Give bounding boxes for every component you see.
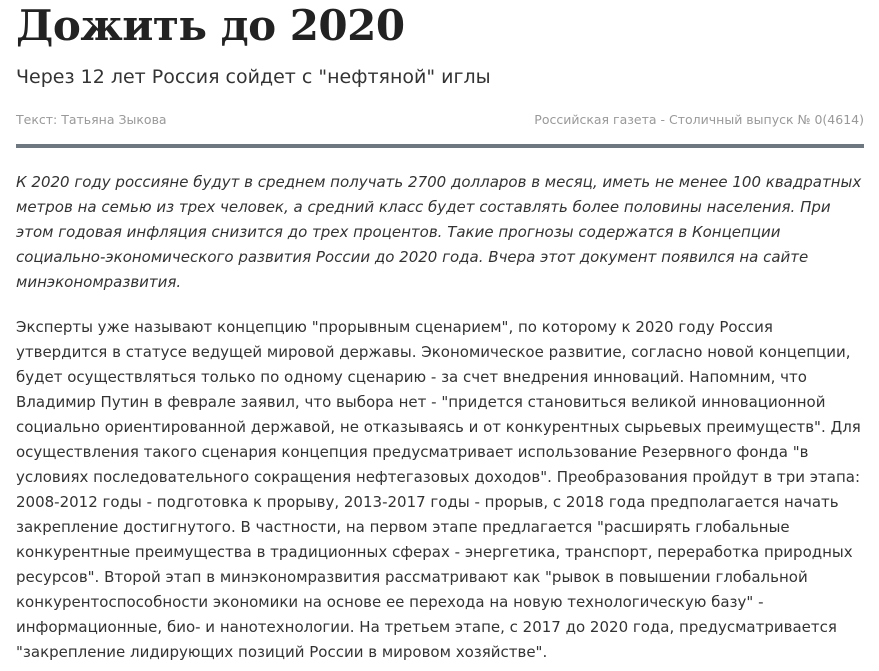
article-subtitle: Через 12 лет Россия сойдет с "нефтяной" иглы xyxy=(16,66,491,88)
article-lead: К 2020 году россияне будут в среднем получать 2700 долларов в месяц, иметь не менее 100 квадратных метров на семью из трех человек, а средний класс будет составлять более половины населения. При этом годовая инфляция снизится до трех процентов. Такие прогнозы содержатся в Концепции социально-экономического развития России до 2020 года. Вчера этот документ появился на сайте минэкономразвития. xyxy=(16,173,862,291)
article-title: Дожить до 2020 xyxy=(16,1,405,50)
article-author: Текст: Татьяна Зыкова xyxy=(16,112,167,127)
divider xyxy=(16,144,864,148)
article-source: Российская газета - Столичный выпуск № 0(4614) xyxy=(534,112,864,127)
article-paragraph: Эксперты уже называют концепцию "прорывным сценарием", по которому к 2020 году Россия утвердится в статусе ведущей мировой державы. Экономическое развитие, согласно новой концепции, будет осуществляться только по одному сценарию - за счет внедрения инноваций. Напомним, что Владимир Путин в феврале заявил, что выбора нет - "придется становиться великой инновационной социально ориентированной державой, не отказываясь и от конкурентных сырьевых преимуществ". Для осуществления такого сценария концепция предусматривает использование Резервного фонда "в условиях последовательного сокращения нефтегазовых доходов". Преобразования пройдут в три этапа: 2008-2012 годы - подготовка к прорыву, 2013-2017 годы - прорыв, с 2018 года предполагается начать закрепление достигнутого. В частности, на первом этапе предлагается "расширять глобальные конкурентные преимущества в традиционных сферах - энергетика, транспорт, переработка природных ресурсов". Второй этап в минэкономразвития рассматривают как "рывок в повышении глобальной конкурентоспособности экономики на основе ее перехода на новую технологическую базу" - информационные, био- и нанотехнологии. На третьем этапе, с 2017 до 2020 года, предусматривается "закрепление лидирующих позиций России в мировом хозяйстве". xyxy=(16,318,861,661)
